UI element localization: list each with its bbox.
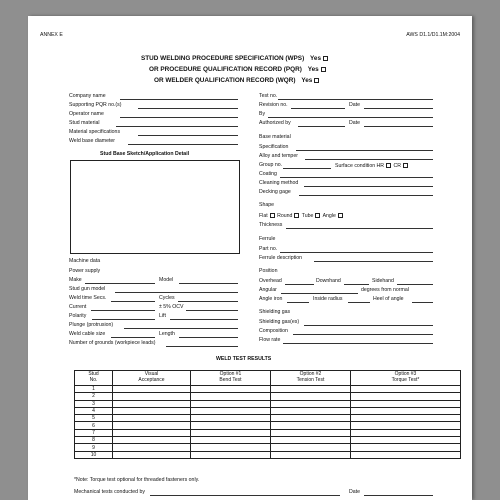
surface-condition-label: Surface condition xyxy=(335,163,376,169)
make-field[interactable] xyxy=(85,283,155,284)
power-supply-label: Power supply xyxy=(69,268,101,274)
flat-checkbox[interactable] xyxy=(270,213,275,218)
visual-header-line1: Visual xyxy=(144,371,159,378)
part-no-field[interactable] xyxy=(280,252,433,253)
bend-cell[interactable] xyxy=(191,407,271,414)
heel-of-angle-label: Heel of angle xyxy=(373,296,404,302)
table-row xyxy=(75,451,461,458)
tension-cell[interactable] xyxy=(271,386,351,393)
tension-test-header xyxy=(271,371,351,386)
tension-cell[interactable] xyxy=(271,400,351,407)
lift-label: Lift xyxy=(159,313,166,319)
cleaning-method-field[interactable] xyxy=(304,186,433,187)
mechanical-tests-field[interactable] xyxy=(150,495,340,496)
visual-cell[interactable] xyxy=(113,407,191,414)
tension-cell[interactable] xyxy=(271,451,351,458)
cable-size-label: Weld cable size xyxy=(69,331,106,337)
visual-cell[interactable] xyxy=(113,444,191,451)
cleaning-method-label: Cleaning method xyxy=(259,180,299,186)
stud-material-label: Stud material xyxy=(69,120,100,126)
torque-cell[interactable] xyxy=(351,407,461,414)
results-table xyxy=(74,370,461,459)
tension-cell[interactable] xyxy=(271,429,351,436)
ocv-field[interactable] xyxy=(186,310,238,311)
decking-gage-field[interactable] xyxy=(299,195,433,196)
plunge-label: Plunge (protrusion) xyxy=(69,322,114,328)
torque-test-header xyxy=(351,371,461,386)
base-material-heading: Base material xyxy=(259,134,291,140)
revision-date-field[interactable] xyxy=(364,108,433,109)
tension-cell[interactable] xyxy=(271,422,351,429)
downhand-label: Downhand xyxy=(316,278,341,284)
torque-cell[interactable] xyxy=(351,429,461,436)
angle-label: Angle xyxy=(322,213,336,219)
cycles-label: Cycles xyxy=(159,295,175,301)
model-field[interactable] xyxy=(179,283,238,284)
stud-number: 1 xyxy=(75,386,113,393)
tension-header-line1: Option #2 xyxy=(299,371,322,378)
table-row xyxy=(75,393,461,400)
ocv-label: ± 5% OCV xyxy=(159,304,184,310)
torque-cell[interactable] xyxy=(351,422,461,429)
sketch-title: Stud Base Sketch/Application Detail xyxy=(100,151,190,157)
current-label: Current xyxy=(69,304,87,310)
wps-checkbox[interactable] xyxy=(323,56,328,61)
torque-cell[interactable] xyxy=(351,415,461,422)
visual-cell[interactable] xyxy=(113,386,191,393)
angular-field[interactable] xyxy=(281,293,358,294)
stud-gun-model-field[interactable] xyxy=(115,292,238,293)
weld-base-diameter-field[interactable] xyxy=(128,144,238,145)
plunge-field[interactable] xyxy=(124,328,238,329)
flow-rate-label: Flow rate xyxy=(259,337,281,343)
hr-checkbox[interactable] xyxy=(386,163,391,168)
title-wqr-yes: Yes xyxy=(301,77,313,84)
cr-checkbox[interactable] xyxy=(403,163,408,168)
mechanical-date-label: Date xyxy=(349,489,360,495)
pqr-checkbox[interactable] xyxy=(321,67,326,72)
overhead-field[interactable] xyxy=(285,284,314,285)
stud-no-header xyxy=(75,371,113,386)
visual-cell[interactable] xyxy=(113,422,191,429)
title-pqr-text: OR PROCEDURE QUALIFICATION RECORD (PQR) xyxy=(149,66,302,73)
shielding-gases-label: Shielding gas(es) xyxy=(259,319,300,325)
polarity-field[interactable] xyxy=(92,319,155,320)
code-label: AWS D1.1/D1.1M:2004 xyxy=(406,32,460,38)
shielding-gas-heading: Shielding gas xyxy=(259,309,291,315)
shape-options xyxy=(259,213,344,219)
authorized-date-label: Date xyxy=(349,120,360,126)
visual-cell[interactable] xyxy=(113,451,191,458)
downhand-field[interactable] xyxy=(344,284,369,285)
bend-cell[interactable] xyxy=(191,444,271,451)
stud-number: 3 xyxy=(75,400,113,407)
cycles-field[interactable] xyxy=(178,301,238,302)
visual-header xyxy=(113,371,191,386)
sketch-box[interactable] xyxy=(70,160,240,254)
bend-header-line1: Option #1 xyxy=(219,371,242,378)
company-name-label: Company name xyxy=(69,93,106,99)
torque-cell[interactable] xyxy=(351,451,461,458)
alloy-temper-label: Alloy and temper xyxy=(259,153,298,159)
ferrule-description-field[interactable] xyxy=(314,261,433,262)
title-wps xyxy=(141,56,329,62)
revision-date-label: Date xyxy=(349,102,360,108)
tension-cell[interactable] xyxy=(271,437,351,444)
heel-of-angle-field[interactable] xyxy=(412,302,433,303)
make-label: Make xyxy=(69,277,82,283)
polarity-label: Polarity xyxy=(69,313,87,319)
material-spec-field[interactable] xyxy=(138,135,238,136)
results-body xyxy=(75,386,461,459)
tension-cell[interactable] xyxy=(271,393,351,400)
angle-checkbox[interactable] xyxy=(338,213,343,218)
specification-field[interactable] xyxy=(296,150,433,151)
bend-header-line2: Bend Test xyxy=(219,377,242,383)
thickness-field[interactable] xyxy=(286,228,433,229)
table-row xyxy=(75,407,461,414)
authorized-by-label: Authorized by xyxy=(259,120,291,126)
lift-field[interactable] xyxy=(170,319,238,320)
overhead-label: Overhead xyxy=(259,278,282,284)
shielding-gases-field[interactable] xyxy=(304,325,433,326)
table-row xyxy=(75,444,461,451)
torque-note: *Note: Torque test optional for threaded fasteners only. xyxy=(74,477,200,483)
test-no-field[interactable] xyxy=(278,99,433,100)
coating-field[interactable] xyxy=(280,177,433,178)
model-label: Model xyxy=(159,277,174,283)
surface-condition xyxy=(335,163,409,169)
cable-size-field[interactable] xyxy=(111,337,155,338)
supporting-pqr-field[interactable] xyxy=(138,108,238,109)
by-field[interactable] xyxy=(268,117,433,118)
torque-header-line2: Torque Test* xyxy=(391,377,420,383)
results-title: WELD TEST RESULTS xyxy=(216,356,272,362)
coating-label: Coating xyxy=(259,171,277,177)
sidehand-field[interactable] xyxy=(397,284,433,285)
inside-radius-label: Inside radius xyxy=(313,296,343,302)
current-field[interactable] xyxy=(91,310,155,311)
visual-cell[interactable] xyxy=(113,415,191,422)
company-name-field[interactable] xyxy=(120,99,238,100)
stud-number: 6 xyxy=(75,422,113,429)
stud-gun-model-label: Stud gun model xyxy=(69,286,106,292)
ferrule-heading: Ferrule xyxy=(259,236,276,242)
tension-cell[interactable] xyxy=(271,407,351,414)
flat-label: Flat xyxy=(259,213,268,219)
stud-number: 5 xyxy=(75,415,113,422)
operator-name-label: Operator name xyxy=(69,111,104,117)
grounds-label: Number of grounds (workpiece leads) xyxy=(69,340,156,346)
by-label: By xyxy=(259,111,266,117)
bend-cell[interactable] xyxy=(191,451,271,458)
wqr-checkbox[interactable] xyxy=(314,78,319,83)
material-spec-label: Material specifications xyxy=(69,129,121,135)
stud-number: 8 xyxy=(75,437,113,444)
table-row xyxy=(75,386,461,393)
visual-header-line2: Acceptance xyxy=(138,377,165,383)
table-row xyxy=(75,400,461,407)
revision-no-label: Revision no. xyxy=(259,102,288,108)
authorized-by-field[interactable] xyxy=(298,126,345,127)
stud-number: 7 xyxy=(75,429,113,436)
table-row xyxy=(75,422,461,429)
torque-header-line1: Option #3 xyxy=(394,371,417,378)
hr-label: HR xyxy=(376,163,385,169)
bend-cell[interactable] xyxy=(191,393,271,400)
revision-no-field[interactable] xyxy=(291,108,345,109)
machine-data-heading: Machine data xyxy=(69,258,101,264)
stud-number: 9 xyxy=(75,444,113,451)
angular-label: Angular xyxy=(259,287,277,293)
round-label: Round xyxy=(277,213,293,219)
grounds-field[interactable] xyxy=(166,346,238,347)
bend-cell[interactable] xyxy=(191,429,271,436)
bend-cell[interactable] xyxy=(191,415,271,422)
torque-cell[interactable] xyxy=(351,386,461,393)
title-wps-yes: Yes xyxy=(309,55,322,62)
specification-label: Specification xyxy=(259,144,289,150)
angle-iron-label: Angle iron xyxy=(259,296,283,302)
bend-cell[interactable] xyxy=(191,422,271,429)
part-no-label: Part no. xyxy=(259,246,278,252)
title-pqr-yes: Yes xyxy=(307,66,319,73)
degrees-normal-label: degrees from normal xyxy=(361,287,409,293)
table-row xyxy=(75,429,461,436)
tension-cell[interactable] xyxy=(271,415,351,422)
mechanical-date-field[interactable] xyxy=(364,495,433,496)
inside-radius-field[interactable] xyxy=(348,302,370,303)
test-no-label: Test no. xyxy=(259,93,278,99)
torque-cell[interactable] xyxy=(351,393,461,400)
stud-number: 2 xyxy=(75,393,113,400)
group-no-label: Group no. xyxy=(259,162,283,168)
composition-field[interactable] xyxy=(293,334,433,335)
composition-label: Composition xyxy=(259,328,288,334)
results-header-row xyxy=(75,371,461,386)
bend-test-header xyxy=(191,371,271,386)
title-wqr xyxy=(154,78,320,84)
stud-header-line2: No. xyxy=(89,377,98,383)
position-heading: Position xyxy=(259,268,278,274)
visual-cell[interactable] xyxy=(113,400,191,407)
cr-label: CR xyxy=(393,163,401,169)
stud-number: 4 xyxy=(75,407,113,414)
visual-cell[interactable] xyxy=(113,429,191,436)
visual-cell[interactable] xyxy=(113,437,191,444)
shape-heading: Shape xyxy=(259,202,275,208)
bend-cell[interactable] xyxy=(191,437,271,444)
weld-base-diameter-label: Weld base diameter xyxy=(69,138,116,144)
stud-number: 10 xyxy=(75,451,113,458)
length-field[interactable] xyxy=(179,337,238,338)
tube-label: Tube xyxy=(301,213,314,219)
weld-time-label: Weld time Secs. xyxy=(69,295,107,301)
angle-iron-field[interactable] xyxy=(287,302,309,303)
length-label: Length xyxy=(159,331,175,337)
visual-cell[interactable] xyxy=(113,393,191,400)
supporting-pqr-label: Supporting PQR no.(s) xyxy=(69,102,122,108)
thickness-label: Thickness xyxy=(259,222,283,228)
weld-time-field[interactable] xyxy=(111,301,155,302)
bend-cell[interactable] xyxy=(191,400,271,407)
torque-cell[interactable] xyxy=(351,444,461,451)
table-row xyxy=(75,437,461,444)
form-page xyxy=(28,16,472,500)
sidehand-label: Sidehand xyxy=(372,278,394,284)
tension-cell[interactable] xyxy=(271,444,351,451)
title-wps-text: STUD WELDING PROCEDURE SPECIFICATION (WPS) xyxy=(141,55,305,62)
tension-header-line2: Tension Test xyxy=(296,377,325,383)
stud-material-field[interactable] xyxy=(116,126,238,127)
title-wqr-text: OR WELDER QUALIFICATION RECORD (WQR) xyxy=(154,77,296,84)
table-row xyxy=(75,415,461,422)
tube-checkbox[interactable] xyxy=(315,213,320,218)
group-no-field[interactable] xyxy=(283,168,331,169)
stud-header-line1: Stud xyxy=(88,371,99,378)
ferrule-description-label: Ferrule description xyxy=(259,255,302,261)
mechanical-tests-label: Mechanical tests conducted by xyxy=(74,489,145,495)
alloy-temper-field[interactable] xyxy=(305,159,433,160)
decking-gage-label: Decking gage xyxy=(259,189,291,195)
bend-cell[interactable] xyxy=(191,386,271,393)
torque-cell[interactable] xyxy=(351,437,461,444)
title-pqr xyxy=(149,67,327,73)
flow-rate-field[interactable] xyxy=(283,343,433,344)
torque-cell[interactable] xyxy=(351,400,461,407)
authorized-date-field[interactable] xyxy=(364,126,433,127)
annex-label: ANNEX E xyxy=(40,32,63,38)
round-checkbox[interactable] xyxy=(294,213,299,218)
operator-name-field[interactable] xyxy=(120,117,238,118)
